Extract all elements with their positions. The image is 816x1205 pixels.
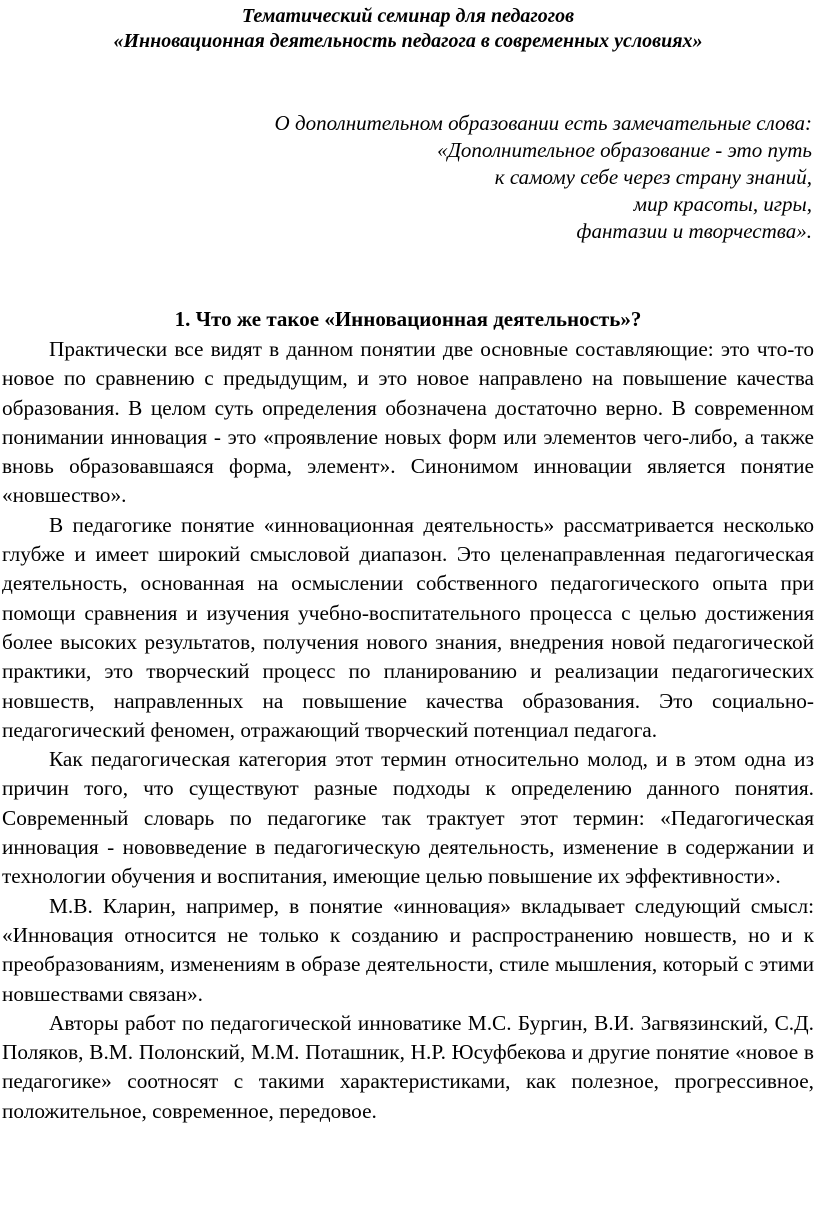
paragraph: М.В. Кларин, например, в понятие «инновация» вкладывает следующий смысл: «Инновация относится не только к созданию и распространению новшеств, но и к преобразованиям, изменениям в образе деятельности, стиле мышления, который с этими новшествами связан».: [2, 893, 814, 1006]
document-header: [0, 4, 816, 54]
body-text: [2, 335, 814, 1126]
epigraph-line: к самому себе через страну знаний,: [494, 165, 812, 189]
epigraph-line: мир красоты, игры,: [633, 192, 812, 216]
section-title: 1. Что же такое «Инновационная деятельность»?: [174, 307, 642, 331]
paragraph: Как педагогическая категория этот термин относительно молод, и в этом одна из причин того, что существуют разные подходы к определению данного понятия. Современный словарь по педагогике так трактует этот термин: «Педагогическая инновация - нововведение в педагогическую деятельность, изменение в содержании и технологии обучения и воспитания, имеющие целью повышение их эффективности».: [2, 747, 814, 889]
epigraph: [112, 110, 812, 245]
paragraph: Авторы работ по педагогической инноватике М.С. Бургин, В.И. Загвязинский, С.Д. Поляков, В.М. Полонский, М.М. Поташник, Н.Р. Юсуфбекова и другие понятие «новое в педагогике» соотносят с такими характеристиками, как полезное, прогрессивное, положительное, современное, передовое.: [2, 1010, 814, 1123]
paragraph: Практически все видят в данном понятии две основные составляющие: это что-то новое по сравнению с предыдущим, и это новое направлено на повышение качества образования. В целом суть определения обозначена достаточно верно. В современном понимании инновация - это «проявление новых форм или элементов чего-либо, а также вновь образовавшаяся форма, элемент». Синонимом инновации является понятие «новшество».: [2, 337, 814, 508]
header-line-1: Тематический семинар для педагогов: [241, 5, 575, 27]
header-line-2: «Инновационная деятельность педагога в современных условиях»: [113, 30, 703, 52]
paragraph: В педагогике понятие «инновационная деятельность» рассматривается несколько глубже и имеет широкий смысловой диапазон. Это целенаправленная педагогическая деятельность, основанная на осмыслении собственного педагогического опыта при помощи сравнения и изучения учебно-воспитательного процесса с целью достижения более высоких результатов, получения нового знания, внедрения новой педагогической практики, это творческий процесс по планированию и реализации педагогических новшеств, направленных на повышение качества образования. Это социально-педагогический феномен, отражающий творческий потенциал педагога.: [2, 512, 814, 742]
epigraph-line: О дополнительном образовании есть замечательные слова:: [274, 111, 812, 135]
epigraph-line: «Дополнительное образование - это путь: [437, 138, 812, 162]
epigraph-line: фантазии и творчества».: [576, 219, 812, 243]
